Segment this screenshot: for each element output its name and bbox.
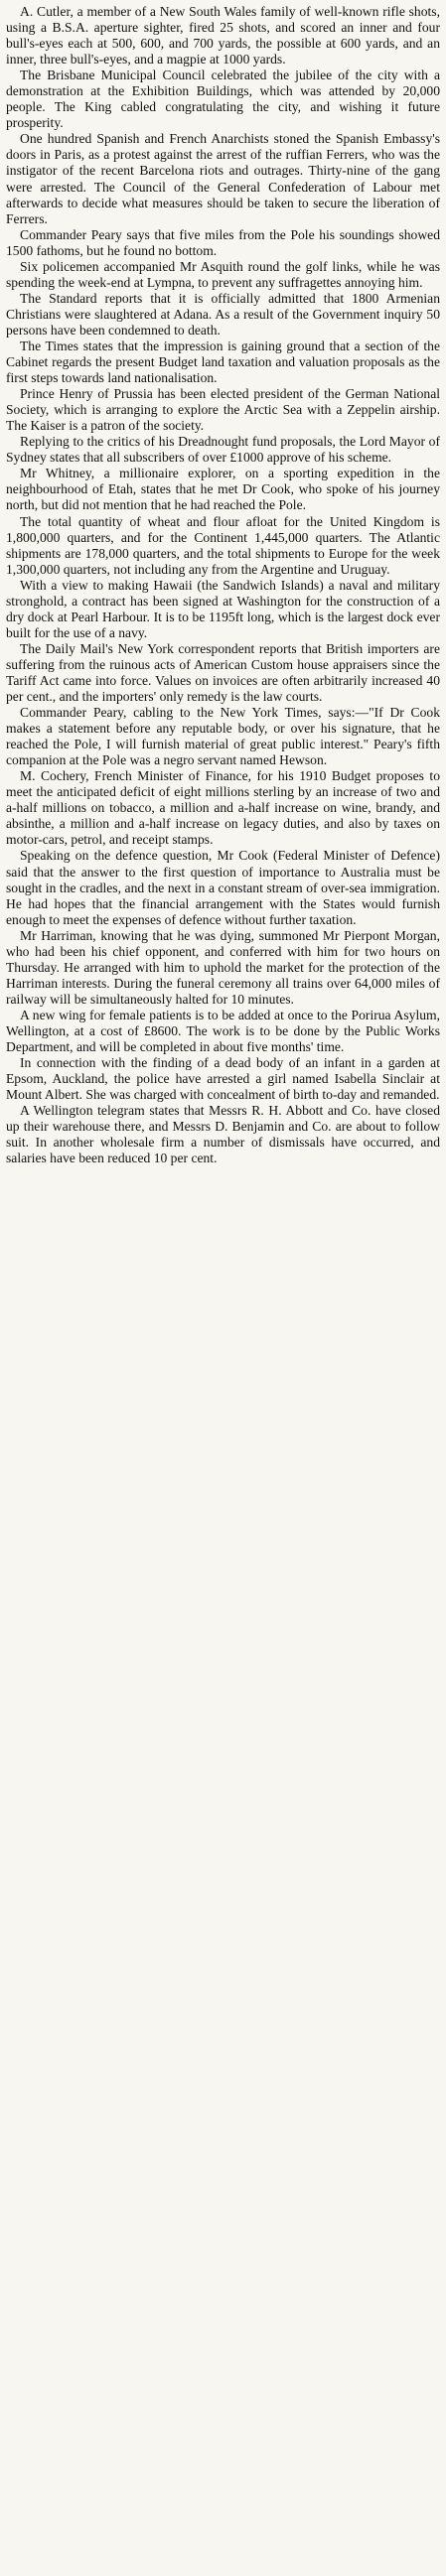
news-item-pearl-harbour: With a view to making Hawaii (the Sandwich Islands) a naval and military stronghold, a contract has been signed at Washington for the construction of a dry dock at Pearl Harbour. It is to be 1195ft long, which is the largest dock ever built for the use of a navy. — [6, 577, 440, 640]
news-item-porirua-asylum: A new wing for female patients is to be added at once to the Porirua Asylum, Wellington, at a cost of £8600. The work is to be done by the Public Works Department, and will be completed in about five months' time. — [6, 1007, 440, 1055]
news-item-custom-house: The Daily Mail's New York correspondent reports that British importers are suffering from the ruinous acts of American Custom house appraisers since the Tariff Act came into force. Values on invoices are often arbitrarily increased 40 per cent., and the importers' only remedy is the law courts. — [6, 640, 440, 705]
news-item-french-budget: M. Cochery, French Minister of Finance, for his 1910 Budget proposes to meet the anticipated deficit of eight millions sterling by an increase of two and a-half millions on tobacco, a million and a-half increase on wine, brandy, and absinthe, a million and a-half increase on legacy duties, and also by taxes on motor-cars, petrol, and receipt stamps. — [6, 768, 440, 848]
news-item-epsom-infant: In connection with the finding of a dead body of an infant in a garden at Epsom, Auckland, the police have arrested a girl named Isabella Sinclair at Mount Albert. She was charged with concealment of birth to-day and remanded. — [6, 1055, 440, 1103]
news-item-armenian-massacre: The Standard reports that it is officially admitted that 1800 Armenian Christians were slaughtered at Adana. As a result of the Government inquiry 50 persons have been condemned to death. — [6, 290, 440, 338]
news-item-asquith-golf: Six policemen accompanied Mr Asquith round the golf links, while he was spending the week-end at Lympna, to prevent any suffragettes annoying him. — [6, 258, 440, 290]
news-item-wheat-flour: The total quantity of wheat and flour afloat for the United Kingdom is 1,800,000 quarters, and for the Continent 1,445,000 quarters. The Atlantic shipments are 178,000 quarters, and the total shipments to Europe for the week 1,300,000 quarters, not including any from the Argentine and Uruguay. — [6, 513, 440, 577]
news-item-wellington-warehouses: A Wellington telegram states that Messrs R. H. Abbott and Co. have closed up their warehouse there, and Messrs D. Benjamin and Co. are about to follow suit. In another wholesale firm a number of dismissals have occurred, and salaries have been reduced 10 per cent. — [6, 1103, 440, 1166]
news-item-peary-soundings: Commander Peary says that five miles from the Pole his soundings showed 1500 fathoms, but he found no bottom. — [6, 226, 440, 258]
news-item-brisbane-jubilee: The Brisbane Municipal Council celebrated the jubilee of the city with a demonstration at the Exhibition Buildings, which was attended by 20,000 people. The King cabled congratulating the city, and wishing it future prosperity. — [6, 68, 440, 131]
news-item-rifle-shooting: A. Cutler, a member of a New South Wales family of well-known rifle shots, using a B.S.A. aperture sighter, fired 25 shots, and scored an inner and four bull's-eyes each at 500, 600, and 700 yards, the possible at 600 yards, and an inner, three bull's-eyes, and a magpie at 1000 yards. — [6, 4, 440, 68]
news-item-defence-question: Speaking on the defence question, Mr Cook (Federal Minister of Defence) said that the answer to the first question of importance to Australia must be sought in the cradles, and the next in a constant stream of over-sea immigration. He had hopes that the financial arrangement with the States would furnish enough to meet the expenses of defence without further taxation. — [6, 848, 440, 927]
news-item-peary-cable: Commander Peary, cabling to the New York Times, says:—"If Dr Cook makes a statement before any reputable body, or over his signature, that he reached the Pole, I will furnish material of great public interest." Peary's fifth companion at the Pole was a negro servant named Hewson. — [6, 705, 440, 768]
news-item-whitney-cook: Mr Whitney, a millionaire explorer, on a sporting expedition in the neighbourhood of Etah, states that he met Dr Cook, who spoke of his journey north, but did not mention that he had reached the Pole. — [6, 466, 440, 513]
news-item-budget-land-taxation: The Times states that the impression is gaining ground that a section of the Cabinet regards the present Budget land taxation and valuation proposals as the first steps towards land nationalisation. — [6, 338, 440, 386]
news-item-paris-anarchists: One hundred Spanish and French Anarchists stoned the Spanish Embassy's doors in Paris, as a protest against the arrest of the ruffian Ferrers, who was the instigator of the recent Barcelona riots and outrages. Thirty-nine of the gang were arrested. The Council of the General Confederation of Labour met afterwards to decide what measures should be taken to secure the liberation of Ferrers. — [6, 131, 440, 226]
news-item-prince-henry: Prince Henry of Prussia has been elected president of the German National Society, which is arranging to explore the Arctic Sea with a Zeppelin airship. The Kaiser is a patron of the society. — [6, 386, 440, 434]
news-item-dreadnought-fund: Replying to the critics of his Dreadnought fund proposals, the Lord Mayor of Sydney states that all subscribers of over £1000 approve of his scheme. — [6, 434, 440, 466]
news-item-harriman: Mr Harriman, knowing that he was dying, summoned Mr Pierpont Morgan, who had been his chief opponent, and conferred with him for two hours on Thursday. He arranged with him to uphold the market for the protection of the Harriman interests. During the funeral ceremony all trains over 64,000 miles of railway will be simultaneously halted for 10 minutes. — [6, 927, 440, 1007]
